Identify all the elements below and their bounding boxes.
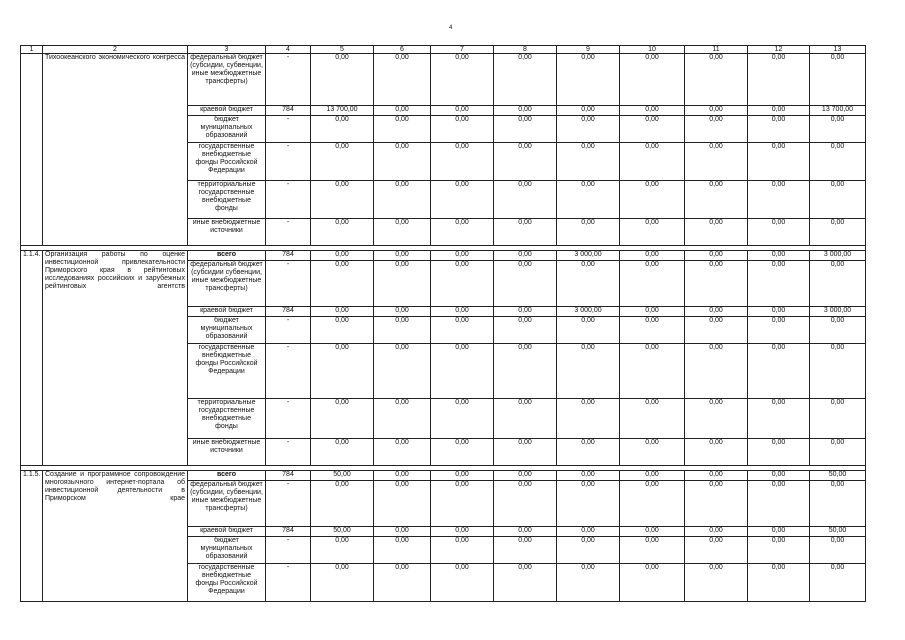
amount-cell: 0,00 [557, 564, 620, 602]
amount-cell: 50,00 [311, 471, 374, 481]
amount-cell: 3 000,00 [557, 307, 620, 317]
amount-cell: 0,00 [494, 251, 557, 261]
amount-cell: 0,00 [620, 399, 685, 439]
funding-source: всего [188, 471, 266, 481]
amount-cell: 0,00 [748, 439, 810, 466]
grbs-code: - [266, 439, 311, 466]
amount-cell: 0,00 [431, 54, 494, 106]
amount-cell: 0,00 [557, 181, 620, 219]
grbs-code: 784 [266, 471, 311, 481]
amount-cell: 0,00 [311, 537, 374, 564]
funding-source: федеральный бюджет (субсидии, субвенции, иные межбюджетные трансферты) [188, 481, 266, 527]
budget-table [20, 45, 866, 602]
table-row [21, 54, 866, 106]
amount-cell: 0,00 [494, 317, 557, 344]
amount-cell: 0,00 [810, 537, 866, 564]
amount-cell: 0,00 [311, 564, 374, 602]
amount-cell: 0,00 [374, 439, 431, 466]
amount-cell: 0,00 [620, 537, 685, 564]
amount-cell: 0,00 [748, 564, 810, 602]
grbs-code: 784 [266, 307, 311, 317]
measure-name: Создание и программное сопровождение многоязычного интернет-портала об инвестиционной деятельности в Приморском крае [43, 471, 188, 602]
amount-cell: 0,00 [685, 261, 748, 307]
amount-cell: 0,00 [557, 116, 620, 143]
amount-cell: 0,00 [431, 344, 494, 399]
amount-cell: 0,00 [685, 116, 748, 143]
funding-source: государственные внебюджетные фонды Российской Федерации [188, 344, 266, 399]
measure-name: Организация работы по оценке инвестиционной привлекательности Приморского края в рейтинговых исследованиях российских и зарубежных рейтинговых агентств [43, 251, 188, 466]
funding-source: федеральный бюджет (субсидии субвенции, иные межбюджетные трансферты) [188, 261, 266, 307]
grbs-code: 784 [266, 106, 311, 116]
amount-cell: 0,00 [620, 307, 685, 317]
column-number: 11 [685, 46, 748, 54]
amount-cell: 0,00 [810, 143, 866, 181]
column-number: 4 [266, 46, 311, 54]
amount-cell: 0,00 [620, 481, 685, 527]
column-number: 7 [431, 46, 494, 54]
grbs-code: - [266, 143, 311, 181]
amount-cell: 0,00 [431, 251, 494, 261]
page-number: 4 [449, 25, 453, 31]
grbs-code: - [266, 219, 311, 246]
column-number: 5 [311, 46, 374, 54]
amount-cell: 0,00 [748, 106, 810, 116]
amount-cell: 0,00 [431, 527, 494, 537]
amount-cell: 0,00 [685, 307, 748, 317]
amount-cell: 0,00 [810, 181, 866, 219]
amount-cell: 0,00 [810, 481, 866, 527]
amount-cell: 0,00 [311, 219, 374, 246]
amount-cell: 0,00 [311, 116, 374, 143]
amount-cell: 0,00 [810, 317, 866, 344]
amount-cell: 0,00 [685, 181, 748, 219]
amount-cell: 3 000,00 [557, 251, 620, 261]
amount-cell: 0,00 [557, 481, 620, 527]
amount-cell: 0,00 [748, 251, 810, 261]
grbs-code: - [266, 261, 311, 307]
amount-cell: 0,00 [748, 537, 810, 564]
amount-cell: 0,00 [431, 564, 494, 602]
column-number: 2 [43, 46, 188, 54]
amount-cell: 0,00 [620, 54, 685, 106]
amount-cell: 0,00 [431, 261, 494, 307]
funding-source: федеральный бюджет (субсидии, субвенции, иные межбюджетные трансферты) [188, 54, 266, 106]
column-number-row [21, 46, 866, 54]
amount-cell: 0,00 [620, 261, 685, 307]
amount-cell: 0,00 [374, 344, 431, 399]
grbs-code: - [266, 564, 311, 602]
amount-cell: 0,00 [685, 143, 748, 181]
amount-cell: 0,00 [374, 54, 431, 106]
amount-cell: 0,00 [494, 564, 557, 602]
amount-cell: 0,00 [810, 219, 866, 246]
amount-cell: 0,00 [685, 106, 748, 116]
amount-cell: 0,00 [810, 439, 866, 466]
amount-cell: 0,00 [685, 251, 748, 261]
grbs-code: - [266, 54, 311, 106]
funding-source: территориальные государственные внебюджетные фонды [188, 181, 266, 219]
grbs-code: 784 [266, 251, 311, 261]
amount-cell: 0,00 [810, 54, 866, 106]
column-number: 9 [557, 46, 620, 54]
amount-cell: 0,00 [810, 116, 866, 143]
amount-cell: 0,00 [557, 527, 620, 537]
amount-cell: 0,00 [311, 54, 374, 106]
amount-cell: 0,00 [685, 481, 748, 527]
amount-cell: 0,00 [748, 317, 810, 344]
amount-cell: 0,00 [685, 471, 748, 481]
amount-cell: 0,00 [810, 564, 866, 602]
funding-source: всего [188, 251, 266, 261]
amount-cell: 0,00 [557, 219, 620, 246]
measure-code: 1.1.5. [21, 471, 43, 602]
amount-cell: 0,00 [374, 106, 431, 116]
amount-cell: 0,00 [685, 317, 748, 344]
amount-cell: 0,00 [494, 54, 557, 106]
funding-source: бюджет муниципальных образований [188, 537, 266, 564]
amount-cell: 0,00 [810, 399, 866, 439]
amount-cell: 0,00 [748, 261, 810, 307]
amount-cell: 0,00 [311, 251, 374, 261]
grbs-code: - [266, 481, 311, 527]
funding-source: иные внебюджетные источники [188, 439, 266, 466]
amount-cell: 13 700,00 [311, 106, 374, 116]
amount-cell: 0,00 [311, 481, 374, 527]
amount-cell: 3 000,00 [810, 307, 866, 317]
amount-cell: 0,00 [748, 219, 810, 246]
amount-cell: 0,00 [431, 143, 494, 181]
amount-cell: 0,00 [494, 471, 557, 481]
amount-cell: 0,00 [494, 116, 557, 143]
amount-cell: 0,00 [557, 471, 620, 481]
amount-cell: 0,00 [748, 399, 810, 439]
amount-cell: 0,00 [494, 106, 557, 116]
amount-cell: 0,00 [748, 527, 810, 537]
column-number: 8 [494, 46, 557, 54]
amount-cell: 3 000,00 [810, 251, 866, 261]
amount-cell: 0,00 [431, 481, 494, 527]
grbs-code: - [266, 399, 311, 439]
amount-cell: 0,00 [374, 399, 431, 439]
grbs-code: - [266, 317, 311, 344]
amount-cell: 0,00 [685, 399, 748, 439]
amount-cell: 0,00 [748, 116, 810, 143]
measure-code: 1.1.4. [21, 251, 43, 466]
amount-cell: 0,00 [311, 181, 374, 219]
amount-cell: 0,00 [374, 471, 431, 481]
amount-cell: 0,00 [374, 537, 431, 564]
amount-cell: 0,00 [431, 439, 494, 466]
amount-cell: 0,00 [494, 399, 557, 439]
amount-cell: 0,00 [311, 307, 374, 317]
amount-cell: 0,00 [494, 439, 557, 466]
measure-name: Тихоокеанского экономического конгресса [43, 54, 188, 246]
grbs-code: - [266, 537, 311, 564]
amount-cell: 0,00 [311, 143, 374, 181]
amount-cell: 0,00 [311, 261, 374, 307]
amount-cell: 0,00 [431, 307, 494, 317]
amount-cell: 0,00 [374, 317, 431, 344]
column-number: 1 [21, 46, 43, 54]
amount-cell: 50,00 [810, 471, 866, 481]
amount-cell: 13 700,00 [810, 106, 866, 116]
amount-cell: 0,00 [374, 481, 431, 527]
amount-cell: 0,00 [494, 481, 557, 527]
column-number: 6 [374, 46, 431, 54]
amount-cell: 0,00 [374, 116, 431, 143]
amount-cell: 0,00 [620, 116, 685, 143]
amount-cell: 0,00 [557, 106, 620, 116]
amount-cell: 0,00 [311, 399, 374, 439]
measure-code [21, 54, 43, 246]
amount-cell: 0,00 [685, 537, 748, 564]
funding-source: краевой бюджет [188, 106, 266, 116]
grbs-code: - [266, 344, 311, 399]
amount-cell: 0,00 [374, 181, 431, 219]
amount-cell: 0,00 [748, 143, 810, 181]
amount-cell: 0,00 [494, 344, 557, 399]
amount-cell: 0,00 [374, 143, 431, 181]
amount-cell: 0,00 [685, 527, 748, 537]
funding-source: государственные внебюджетные фонды Российской Федерации [188, 564, 266, 602]
amount-cell: 0,00 [431, 116, 494, 143]
grbs-code: - [266, 116, 311, 143]
amount-cell: 0,00 [374, 251, 431, 261]
amount-cell: 0,00 [620, 471, 685, 481]
amount-cell: 0,00 [311, 344, 374, 399]
amount-cell: 50,00 [810, 527, 866, 537]
amount-cell: 0,00 [374, 564, 431, 602]
amount-cell: 0,00 [494, 181, 557, 219]
column-number: 12 [748, 46, 810, 54]
amount-cell: 0,00 [311, 439, 374, 466]
amount-cell: 0,00 [431, 537, 494, 564]
amount-cell: 0,00 [431, 181, 494, 219]
amount-cell: 0,00 [557, 143, 620, 181]
amount-cell: 0,00 [374, 527, 431, 537]
funding-source: иные внебюджетные источники [188, 219, 266, 246]
funding-source: территориальные государственные внебюджетные фонды [188, 399, 266, 439]
funding-source: бюджет муниципальных образований [188, 317, 266, 344]
amount-cell: 0,00 [494, 537, 557, 564]
amount-cell: 0,00 [494, 307, 557, 317]
amount-cell: 0,00 [431, 471, 494, 481]
amount-cell: 0,00 [620, 344, 685, 399]
column-number: 13 [810, 46, 866, 54]
amount-cell: 0,00 [557, 439, 620, 466]
amount-cell: 0,00 [810, 261, 866, 307]
column-number: 10 [620, 46, 685, 54]
amount-cell: 0,00 [431, 399, 494, 439]
amount-cell: 0,00 [431, 317, 494, 344]
amount-cell: 0,00 [620, 564, 685, 602]
amount-cell: 0,00 [431, 106, 494, 116]
amount-cell: 0,00 [685, 439, 748, 466]
amount-cell: 0,00 [748, 181, 810, 219]
amount-cell: 0,00 [620, 251, 685, 261]
table-row [21, 471, 866, 481]
amount-cell: 0,00 [374, 219, 431, 246]
amount-cell: 0,00 [374, 307, 431, 317]
amount-cell: 0,00 [494, 219, 557, 246]
amount-cell: 0,00 [557, 537, 620, 564]
amount-cell: 0,00 [748, 481, 810, 527]
amount-cell: 0,00 [620, 527, 685, 537]
amount-cell: 0,00 [494, 527, 557, 537]
amount-cell: 0,00 [620, 219, 685, 246]
amount-cell: 0,00 [620, 106, 685, 116]
amount-cell: 50,00 [311, 527, 374, 537]
amount-cell: 0,00 [685, 344, 748, 399]
amount-cell: 0,00 [557, 261, 620, 307]
amount-cell: 0,00 [494, 261, 557, 307]
grbs-code: 784 [266, 527, 311, 537]
amount-cell: 0,00 [748, 307, 810, 317]
amount-cell: 0,00 [374, 261, 431, 307]
amount-cell: 0,00 [685, 219, 748, 246]
amount-cell: 0,00 [685, 564, 748, 602]
funding-source: бюджет муниципальных образований [188, 116, 266, 143]
amount-cell: 0,00 [748, 471, 810, 481]
amount-cell: 0,00 [557, 317, 620, 344]
grbs-code: - [266, 181, 311, 219]
amount-cell: 0,00 [748, 344, 810, 399]
amount-cell: 0,00 [494, 143, 557, 181]
amount-cell: 0,00 [557, 399, 620, 439]
amount-cell: 0,00 [810, 344, 866, 399]
amount-cell: 0,00 [685, 54, 748, 106]
funding-source: краевой бюджет [188, 307, 266, 317]
table-row [21, 251, 866, 261]
column-number: 3 [188, 46, 266, 54]
amount-cell: 0,00 [311, 317, 374, 344]
amount-cell: 0,00 [431, 219, 494, 246]
amount-cell: 0,00 [620, 317, 685, 344]
amount-cell: 0,00 [620, 143, 685, 181]
amount-cell: 0,00 [620, 181, 685, 219]
amount-cell: 0,00 [557, 344, 620, 399]
amount-cell: 0,00 [748, 54, 810, 106]
amount-cell: 0,00 [620, 439, 685, 466]
funding-source: государственные внебюджетные фонды Российской Федерации [188, 143, 266, 181]
funding-source: краевой бюджет [188, 527, 266, 537]
amount-cell: 0,00 [557, 54, 620, 106]
